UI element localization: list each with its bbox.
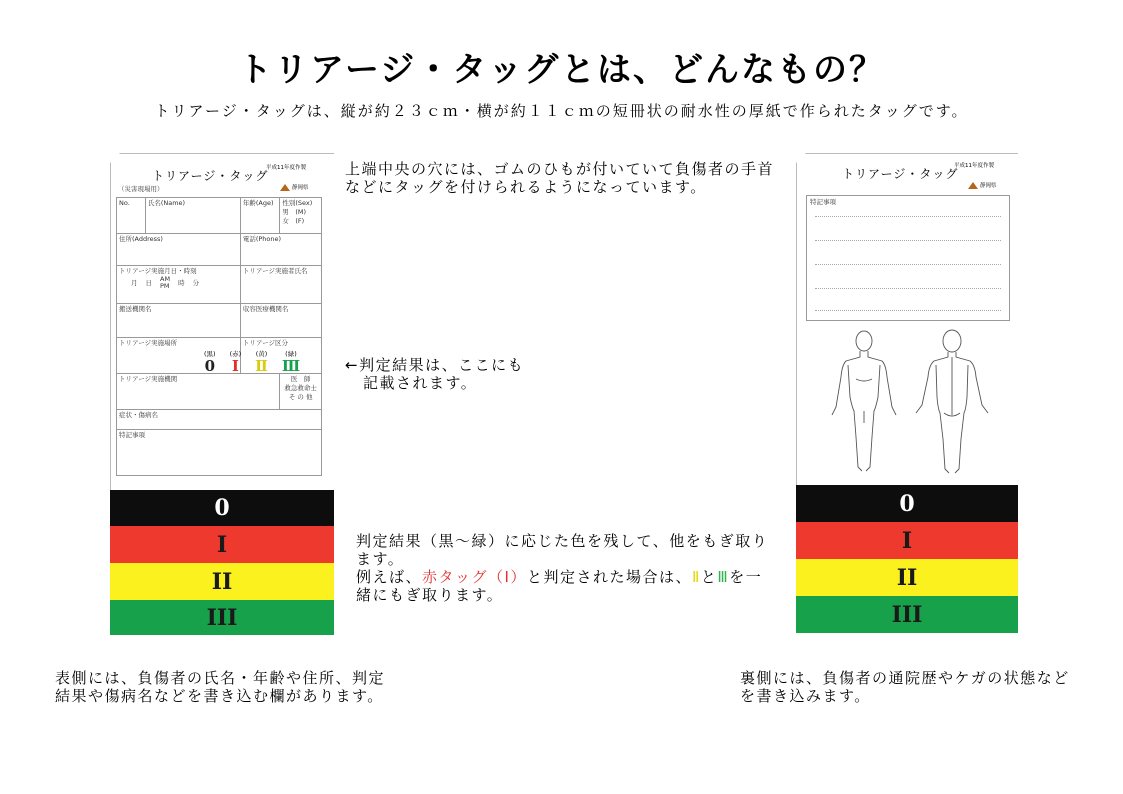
field-disease: 症状・傷病名 [117, 410, 322, 430]
front-tag [110, 153, 334, 635]
field-datetime-label: トリアージ実施月日・時刻 [119, 267, 197, 275]
front-tag-prefecture [280, 183, 309, 191]
back-tag-corner [796, 153, 806, 163]
back-band-0[interactable]: 0 [796, 485, 1018, 522]
back-band-1[interactable]: I [796, 522, 1018, 559]
note-arrow [345, 356, 524, 392]
remarks-line [815, 216, 1001, 217]
field-day: 日 [145, 278, 152, 287]
category-marker-label: (赤) [229, 350, 242, 358]
note-tearoff-green: Ⅲ [717, 568, 730, 586]
field-datetime [117, 266, 241, 304]
field-month: 月 [131, 278, 138, 287]
note-tearoff [356, 532, 776, 604]
field-name: 氏名(Name) [145, 198, 240, 234]
field-role-paramedic: 救急救命士 [284, 384, 317, 392]
front-band-2[interactable]: II [110, 563, 334, 600]
category-marker [204, 349, 216, 374]
field-minute: 分 [192, 278, 200, 287]
front-tag-usage: （災害現場用） [118, 185, 164, 193]
note-arrow-line2: 記載されます。 [363, 374, 478, 392]
field-place: トリアージ実施場所 [117, 338, 241, 374]
back-tag-prefecture-label: 静岡県 [980, 183, 997, 189]
field-sex [280, 198, 322, 234]
back-remarks-label: 特記事項 [810, 198, 836, 206]
back-tag-prefecture [968, 181, 997, 189]
note-tearoff-yellow: Ⅱ [691, 568, 701, 586]
category-marker-label: (緑) [285, 350, 297, 358]
note-tearoff-line2 [356, 568, 776, 604]
note-tearoff-middle: と判定された場合は、 [526, 568, 692, 586]
field-remarks: 特記事項 [117, 430, 322, 476]
front-caption: 表側には、負傷者の氏名・年齢や住所、判定結果や傷病名などを書き込む欄があります。 [55, 669, 386, 705]
prefecture-logo-icon [280, 184, 290, 191]
front-band-3[interactable]: III [110, 600, 334, 635]
note-tearoff-suffix: を一緒にもぎ取ります。 [356, 568, 763, 604]
field-datetime-values [119, 276, 238, 290]
front-tag-form [116, 197, 322, 476]
back-remarks-box [806, 195, 1010, 321]
front-band-1[interactable]: I [110, 526, 334, 563]
front-band-0[interactable]: 0 [110, 490, 334, 526]
category-marker [230, 349, 242, 374]
back-tag-title: トリアージ・タッグ [842, 167, 959, 181]
field-am: AM [160, 275, 171, 283]
page-title: トリアージ・タッグとは、どんなもの？ [238, 50, 885, 90]
front-tag-category-markers [204, 349, 300, 374]
field-category: トリアージ区分 [240, 338, 321, 374]
back-band-3[interactable]: III [796, 596, 1018, 633]
front-tag-prefecture-label: 静岡県 [292, 185, 309, 191]
note-arrow-line1: ←判定結果は、ここにも [345, 356, 525, 374]
note-tearoff-prefix: 例えば、 [356, 568, 423, 586]
field-sex-female: 女 (F) [282, 217, 305, 225]
front-tag-year: 平成11年度作製 [266, 165, 306, 171]
field-role [280, 374, 322, 410]
page-subtitle: トリアージ・タッグは、縦が約２３ｃｍ・横が約１１ｃｍの短冊状の耐水性の厚紙で作られたタッグです。 [154, 102, 969, 120]
back-caption: 裏側には、負傷者の通院歴やケガの状態などを書き込みます。 [740, 669, 1070, 705]
category-marker-number: Ⅲ [281, 357, 301, 375]
front-tag-corner [110, 153, 120, 163]
field-sex-male: 男 (M) [282, 208, 307, 216]
note-hole: 上端中央の穴には、ゴムのひもが付いていて負傷者の手首などにタッグを付けられるようになっています。 [345, 160, 775, 196]
field-age: 年齢(Age) [240, 198, 280, 234]
category-marker [255, 349, 268, 374]
back-tag-year: 平成11年度作製 [954, 163, 994, 169]
front-tag-title: トリアージ・タッグ [152, 169, 269, 183]
field-ampm [160, 276, 170, 290]
back-tag [796, 153, 1018, 633]
field-phone: 電話(Phone) [240, 234, 321, 266]
field-transport: 搬送機関名 [117, 304, 241, 338]
remarks-line [815, 310, 1001, 311]
field-role-doctor: 医 師 [290, 375, 311, 383]
field-no: No. [117, 198, 146, 234]
body-back-figure-icon [912, 327, 992, 477]
field-role-other: そ の 他 [288, 393, 313, 401]
category-marker-label: (黄) [255, 350, 268, 358]
note-tearoff-and: と [700, 568, 718, 586]
remarks-line [815, 240, 1001, 241]
prefecture-logo-icon [968, 182, 978, 189]
field-pm: PM [160, 282, 170, 290]
category-marker-number: Ⅰ [231, 357, 239, 375]
field-institution: トリアージ実施機関 [117, 374, 280, 410]
category-marker-number: 0 [204, 357, 215, 375]
field-address: 住所(Address) [117, 234, 241, 266]
category-marker-label: (黒) [204, 350, 216, 358]
remarks-line [815, 264, 1001, 265]
note-tearoff-red: 赤タッグ（Ⅰ） [422, 568, 527, 586]
field-sex-label: 性別(Sex) [282, 199, 313, 207]
field-executor: トリアージ実施者氏名 [240, 266, 321, 304]
remarks-line [815, 288, 1001, 289]
category-marker-number: Ⅱ [255, 357, 268, 375]
field-hospital: 収容医療機関名 [240, 304, 321, 338]
back-band-2[interactable]: II [796, 559, 1018, 596]
note-tearoff-line1: 判定結果（黒～緑）に応じた色を残して、他をもぎ取ります。 [356, 532, 769, 568]
field-hour: 時 [178, 278, 185, 287]
category-marker [282, 349, 300, 374]
body-front-figure-icon [826, 327, 902, 477]
